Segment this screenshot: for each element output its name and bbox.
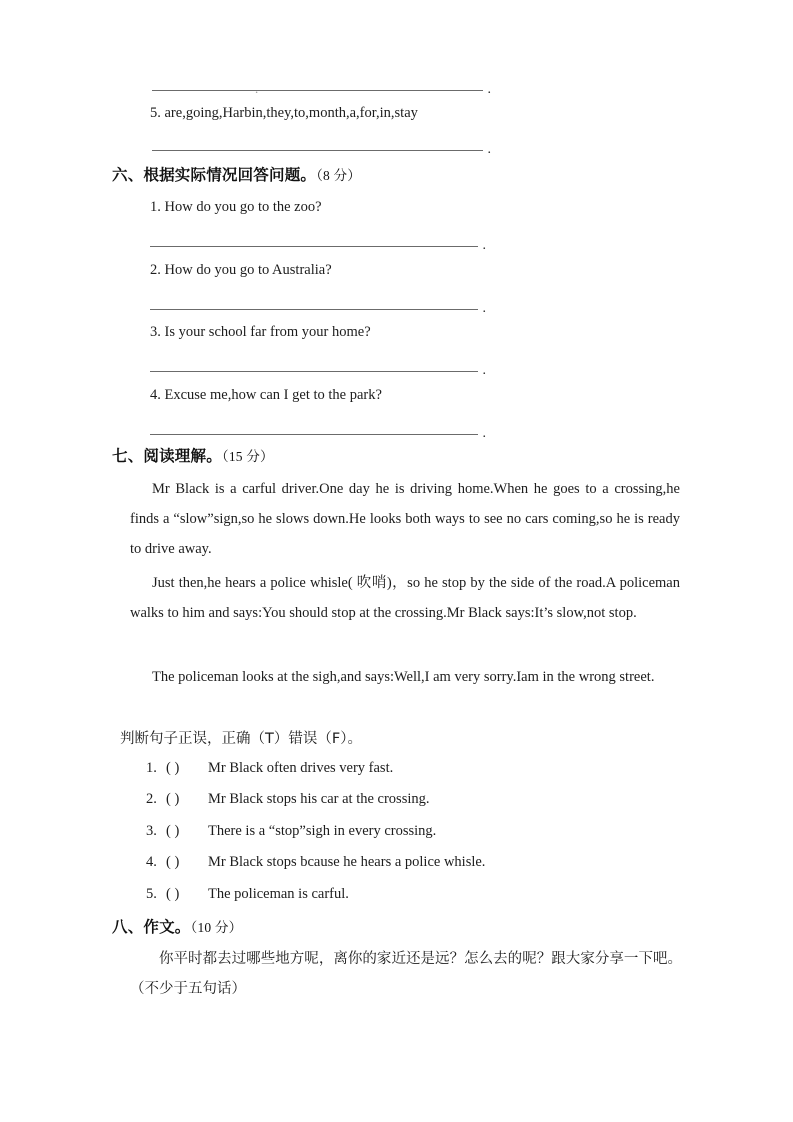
tf-item-text: Mr Black stops bcause he hears a police whisle.: [208, 854, 486, 870]
answer-rule-period: .: [487, 82, 491, 97]
answer-rule-period: .: [487, 142, 491, 157]
section-eight-heading: [112, 915, 242, 937]
answer-rule-line: [152, 90, 483, 91]
answer-rule-period: .: [482, 238, 486, 253]
reading-passage-3: [130, 662, 680, 692]
answer-rule-line: [150, 309, 478, 310]
tf-item-answer-box[interactable]: ( ): [166, 886, 180, 902]
tf-item-answer-box[interactable]: ( ): [166, 760, 180, 776]
section-six-question-1: 1. How do you go to the zoo?: [150, 199, 322, 215]
tf-item-number: 3.: [146, 823, 157, 839]
section-seven-heading-text: 七、阅读理解。: [112, 448, 222, 465]
tf-item-number: 4.: [146, 854, 157, 870]
tf-item-answer-box[interactable]: ( ): [166, 823, 180, 839]
answer-rule-item-5[interactable]: [152, 140, 491, 157]
true-false-instruction: 判断句子正误，正确（T）错误（F）。: [120, 731, 362, 747]
reading-passage-2: [130, 568, 680, 628]
section-six-answer-rule-1[interactable]: [150, 236, 486, 253]
section-eight-points: （10 分）: [190, 920, 243, 935]
section-seven-points: （15 分）: [221, 449, 274, 464]
tf-item-answer-box[interactable]: ( ): [166, 791, 180, 807]
tf-item-5[interactable]: [146, 886, 349, 903]
answer-rule-carryover[interactable]: [152, 80, 491, 97]
section-six-answer-rule-2[interactable]: [150, 299, 486, 316]
section-eight-heading-text: 八、作文。: [112, 919, 191, 936]
passage-paragraph-1: Mr Black is a carful driver.One day he is driving home.When he goes to a crossing,he finds a “slow”sign,so he slows down.He looks both ways to see no cars coming,so he is ready to drive away.: [130, 481, 680, 557]
tf-item-answer-box[interactable]: ( ): [166, 854, 180, 870]
answer-rule-line: [150, 246, 478, 247]
tf-item-3[interactable]: [146, 823, 436, 840]
tf-item-number: 1.: [146, 760, 157, 776]
answer-rule-middle-period: .: [255, 81, 259, 96]
tf-item-text: Mr Black stops his car at the crossing.: [208, 791, 430, 807]
tf-item-number: 2.: [146, 791, 157, 807]
tf-item-4[interactable]: [146, 854, 485, 871]
section-six-heading: [112, 163, 361, 185]
composition-prompt-text: 你平时都去过哪些地方呢，离你的家近还是远？怎么去的呢？跟大家分享一下吧。（不少于五句话）: [130, 951, 682, 997]
tf-item-text: Mr Black often drives very fast.: [208, 760, 394, 776]
tf-item-2[interactable]: [146, 791, 430, 808]
answer-rule-line: [150, 371, 478, 372]
passage-paragraph-2: Just then,he hears a police whisle( 吹哨)，so he stop by the side of the road.A policeman walks to him and says:You should stop at the crossing.Mr Black says:It’s slow,not stop.: [130, 575, 680, 621]
answer-rule-line: [150, 434, 478, 435]
passage-paragraph-3: The policeman looks at the sigh,and says:Well,I am very sorry.Iam in the wrong street.: [152, 669, 655, 685]
tf-item-text: There is a “stop”sigh in every crossing.: [208, 823, 437, 839]
section-six-heading-text: 六、根据实际情况回答问题。: [112, 167, 317, 184]
section-six-points: （8 分）: [316, 168, 361, 183]
tf-item-number: 5.: [146, 886, 157, 902]
tf-item-text: The policeman is carful.: [208, 886, 349, 902]
answer-rule-period: .: [482, 363, 486, 378]
answer-rule-period: .: [482, 426, 486, 441]
section-six-question-4: 4. Excuse me,how can I get to the park?: [150, 387, 382, 403]
question-item-5: 5. are,going,Harbin,they,to,month,a,for,in,stay: [150, 105, 418, 121]
section-six-question-3: 3. Is your school far from your home?: [150, 324, 371, 340]
section-six-answer-rule-3[interactable]: [150, 361, 486, 378]
tf-item-1[interactable]: [146, 760, 393, 777]
section-six-answer-rule-4[interactable]: [150, 424, 486, 441]
composition-prompt: [130, 944, 682, 1004]
section-six-question-2: 2. How do you go to Australia?: [150, 262, 332, 278]
answer-rule-line: [152, 150, 483, 151]
reading-passage: [130, 474, 680, 564]
section-seven-heading: [112, 444, 274, 466]
answer-rule-period: .: [482, 301, 486, 316]
